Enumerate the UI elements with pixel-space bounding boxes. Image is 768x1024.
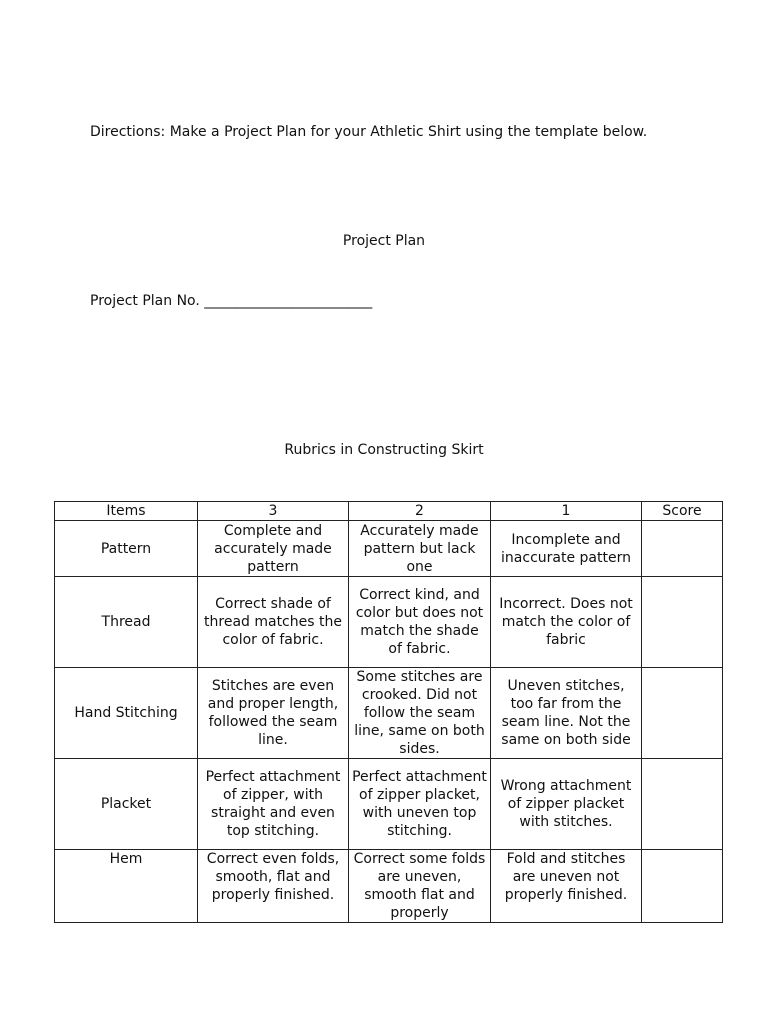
header-score-1: 1 [491, 502, 642, 521]
criteria-2: Correct kind, and color but does not match the shade of fabric. [349, 577, 491, 668]
table-row [55, 577, 723, 668]
rubric-header-row [55, 502, 723, 521]
score-cell [642, 521, 723, 577]
criteria-3: Stitches are even and proper length, followed the seam line. [198, 668, 349, 759]
row-item-label: Thread [55, 577, 198, 668]
criteria-3: Complete and accurately made pattern [198, 521, 349, 577]
criteria-2: Perfect attachment of zipper placket, with uneven top stitching. [349, 759, 491, 850]
criteria-2: Correct some folds are uneven, smooth flat and properly [349, 850, 491, 923]
header-items: Items [55, 502, 198, 521]
criteria-2: Some stitches are crooked. Did not follow the seam line, same on both sides. [349, 668, 491, 759]
rubric-title: Rubrics in Constructing Skirt [284, 442, 484, 458]
table-row [55, 759, 723, 850]
project-plan-title: Project Plan [342, 233, 426, 249]
score-cell [642, 759, 723, 850]
row-item-label: Pattern [55, 521, 198, 577]
directions-text: Directions: Make a Project Plan for your Athletic Shirt using the template below. [90, 124, 648, 140]
criteria-1: Incorrect. Does not match the color of fabric [491, 577, 642, 668]
criteria-2: Accurately made pattern but lack one [349, 521, 491, 577]
row-item-label: Hem [55, 850, 198, 923]
score-cell [642, 577, 723, 668]
row-item-label: Hand Stitching [55, 668, 198, 759]
criteria-1: Incomplete and inaccurate pattern [491, 521, 642, 577]
project-plan-number-field: Project Plan No. ________________________ [90, 293, 373, 309]
criteria-1: Wrong attachment of zipper placket with stitches. [491, 759, 642, 850]
rubric-table [54, 501, 723, 923]
table-row [55, 850, 723, 923]
header-score-3: 3 [198, 502, 349, 521]
criteria-3: Perfect attachment of zipper, with straight and even top stitching. [198, 759, 349, 850]
criteria-3: Correct even folds, smooth, flat and properly finished. [198, 850, 349, 923]
row-item-label: Placket [55, 759, 198, 850]
table-row [55, 521, 723, 577]
criteria-1: Fold and stitches are uneven not properly finished. [491, 850, 642, 923]
header-score: Score [642, 502, 723, 521]
table-row [55, 668, 723, 759]
header-score-2: 2 [349, 502, 491, 521]
criteria-1: Uneven stitches, too far from the seam line. Not the same on both side [491, 668, 642, 759]
score-cell [642, 850, 723, 923]
criteria-3: Correct shade of thread matches the color of fabric. [198, 577, 349, 668]
score-cell [642, 668, 723, 759]
